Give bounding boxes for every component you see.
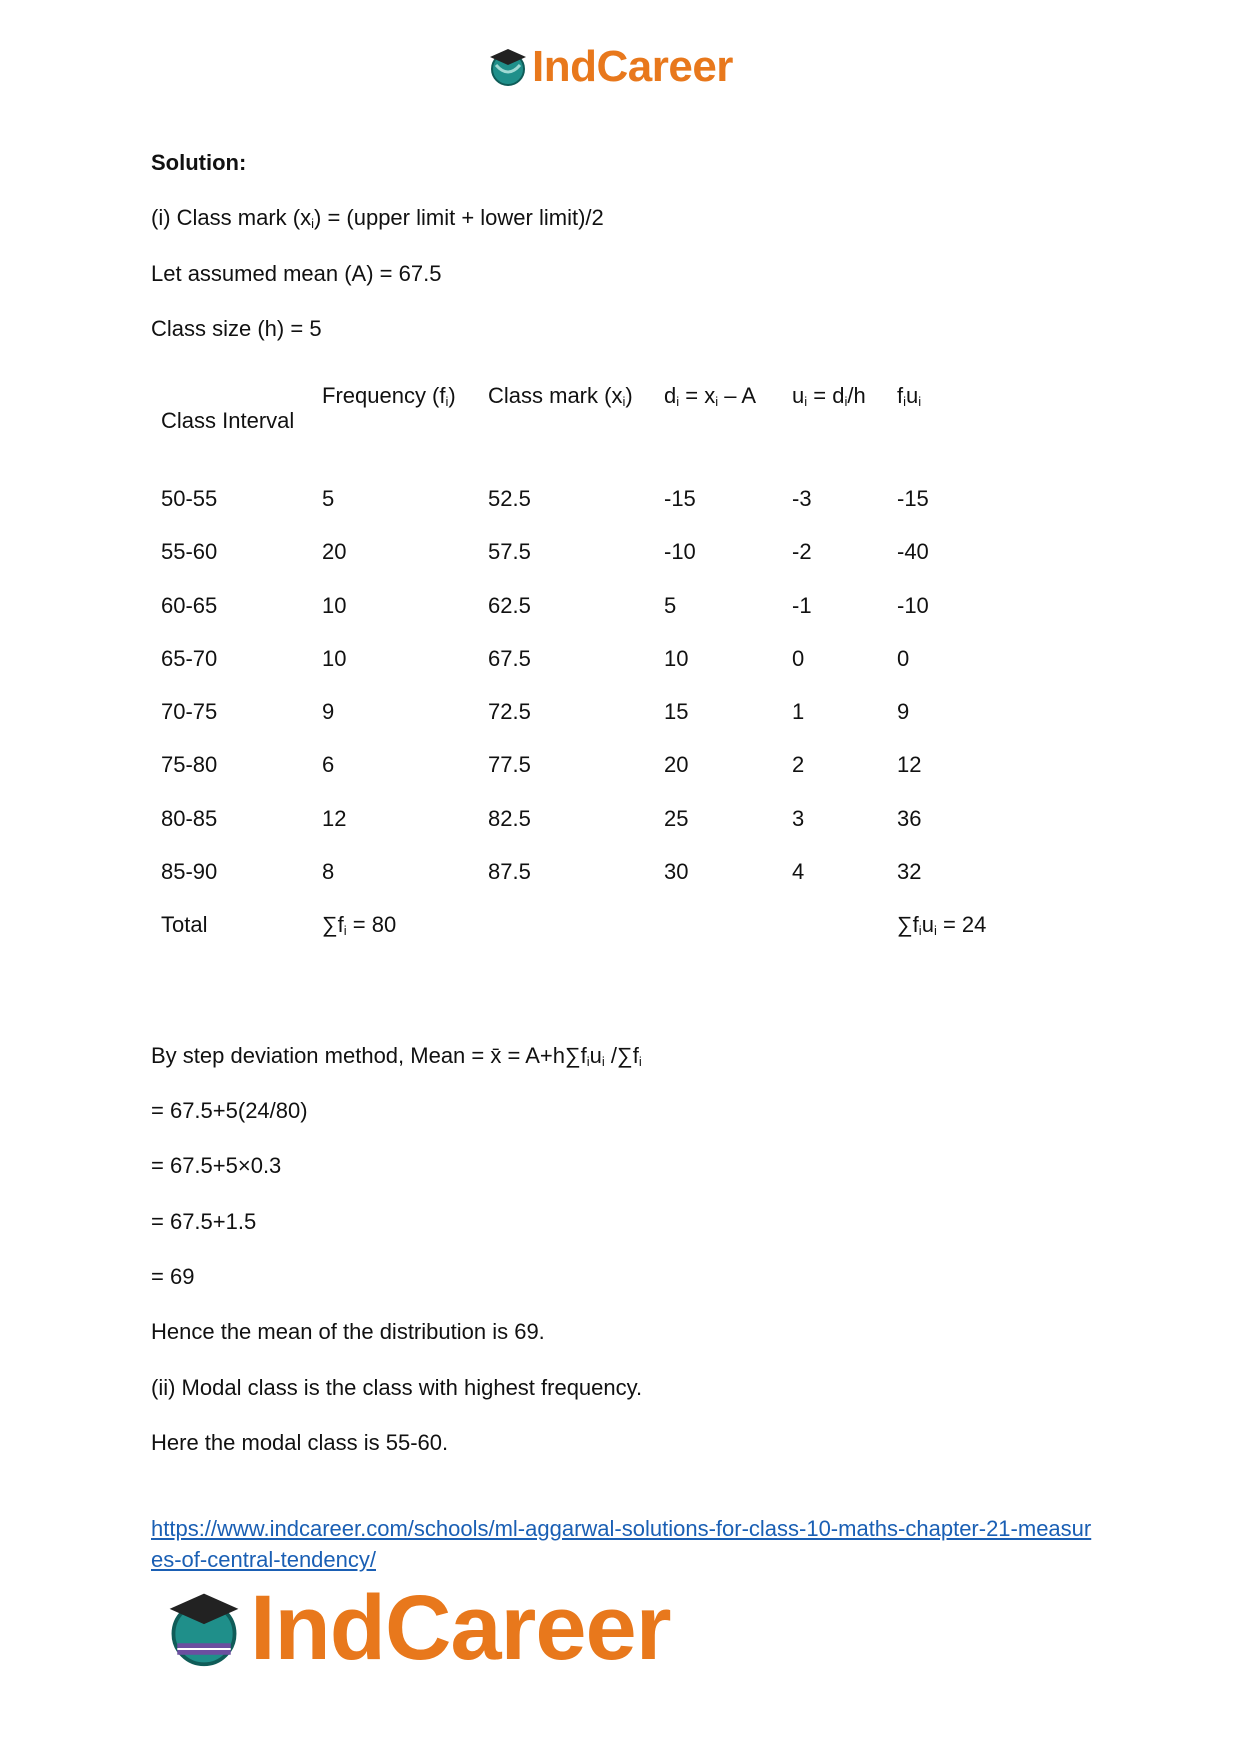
cell-step-deviation: -1 [792, 593, 812, 618]
cell-deviation: 15 [664, 699, 689, 724]
cell-frequency: 9 [322, 699, 335, 724]
brand-name: IndCareer [532, 42, 733, 91]
header-step-deviation: $u_i = d_i/h$ [792, 383, 866, 409]
header-deviation: $d_i = x_i - A$ [664, 383, 757, 409]
class-size: Class size (h) = 5 [151, 316, 322, 341]
modal-class-definition: (ii) Modal class is the class with highest frequency. [151, 1375, 643, 1400]
cell-frequency: 10 [322, 593, 347, 618]
calc-step-2: = 67.5+5×0.3 [151, 1153, 282, 1178]
cell-fu: 36 [897, 806, 922, 831]
header-class-mark: Class mark $(x_i)$ [488, 383, 633, 409]
cell-fu: 12 [897, 752, 922, 777]
cell-interval: 70-75 [161, 699, 218, 724]
cell-deviation: 5 [664, 593, 677, 618]
cell-class-mark: 62.5 [488, 593, 531, 618]
cell-fu: -10 [897, 593, 929, 618]
cell-class-mark: 77.5 [488, 752, 531, 777]
cell-deviation: 25 [664, 806, 689, 831]
cell-step-deviation: 3 [792, 806, 805, 831]
total-frequency: $\sum f_i = 80$ [322, 912, 397, 938]
cell-deviation: -10 [664, 539, 696, 564]
cell-fu: 0 [897, 646, 910, 671]
cell-step-deviation: 2 [792, 752, 805, 777]
cell-class-mark: 52.5 [488, 486, 531, 511]
cell-deviation: 30 [664, 859, 689, 884]
solution-heading: Solution: [151, 150, 247, 175]
cell-step-deviation: 4 [792, 859, 805, 884]
cell-frequency: 10 [322, 646, 347, 671]
class-mark-definition: (i) Class mark $(x_i)$ = (upper limit + lower limit)/2 [151, 205, 604, 231]
brand-name: IndCareer [250, 1576, 671, 1679]
assumed-mean: Let assumed mean (A) = 67.5 [151, 261, 442, 286]
mean-formula: By step deviation method, Mean = x̄ = $A+h\sum f_iu_i$ $/\sum f_i$ [151, 1043, 642, 1069]
header-frequency: Frequency $(f_i)$ [322, 383, 456, 409]
cell-fu: 9 [897, 699, 910, 724]
calc-step-1: = 67.5+5(24/80) [151, 1098, 308, 1123]
calc-step-4: = 69 [151, 1264, 195, 1289]
cell-class-mark: 72.5 [488, 699, 531, 724]
cell-interval: 65-70 [161, 646, 218, 671]
cell-deviation: 20 [664, 752, 689, 777]
brand-logo-top [486, 42, 733, 92]
cell-fu: -40 [897, 539, 929, 564]
header-class-interval: Class Interval [161, 408, 295, 433]
cell-deviation: -15 [664, 486, 696, 511]
cell-class-mark: 82.5 [488, 806, 531, 831]
cell-frequency: 5 [322, 486, 335, 511]
total-fu: $\sum f_iu_i = 24$ [897, 912, 987, 938]
cell-deviation: 10 [664, 646, 689, 671]
cell-interval: 85-90 [161, 859, 218, 884]
cell-interval: 50-55 [161, 486, 218, 511]
cell-step-deviation: 0 [792, 646, 805, 671]
cell-fu: -15 [897, 486, 929, 511]
cell-frequency: 8 [322, 859, 335, 884]
cell-interval: 55-60 [161, 539, 218, 564]
mean-conclusion: Hence the mean of the distribution is 69. [151, 1319, 545, 1344]
cell-interval: 60-65 [161, 593, 218, 618]
brand-logo-bottom [162, 1578, 671, 1678]
modal-class-answer: Here the modal class is 55-60. [151, 1430, 449, 1455]
cell-class-mark: 57.5 [488, 539, 531, 564]
cell-step-deviation: 1 [792, 699, 805, 724]
source-link[interactable]: https://www.indcareer.com/schools/ml-aggarwal-solutions-for-class-10-maths-chapter-21-measures-of-central-tendency/ [151, 1516, 1092, 1572]
cell-frequency: 12 [322, 806, 347, 831]
total-label: Total [161, 912, 208, 937]
cell-step-deviation: -2 [792, 539, 812, 564]
cell-class-mark: 67.5 [488, 646, 531, 671]
cell-frequency: 6 [322, 752, 335, 777]
graduation-cap-globe-icon [486, 45, 530, 89]
cell-fu: 32 [897, 859, 922, 884]
graduation-cap-globe-icon [162, 1586, 246, 1670]
cell-step-deviation: -3 [792, 486, 812, 511]
cell-interval: 75-80 [161, 752, 218, 777]
cell-interval: 80-85 [161, 806, 218, 831]
header-fu: $f_iu_i$ [897, 383, 922, 409]
cell-class-mark: 87.5 [488, 859, 531, 884]
calc-step-3: = 67.5+1.5 [151, 1209, 257, 1234]
cell-frequency: 20 [322, 539, 347, 564]
